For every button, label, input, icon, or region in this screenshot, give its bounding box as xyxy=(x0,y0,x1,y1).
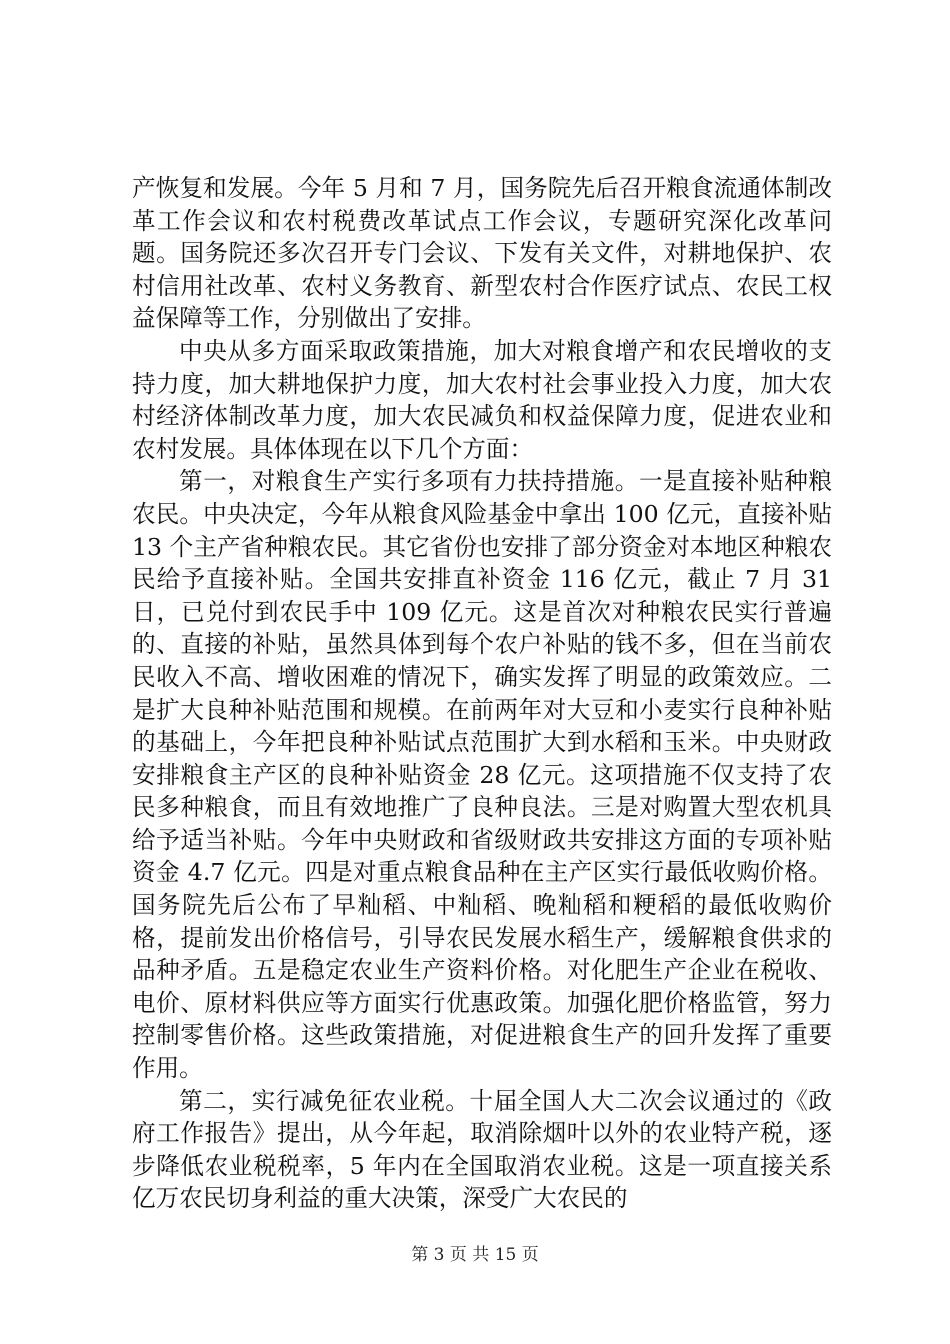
paragraph-central-policy: 中央从多方面采取政策措施，加大对粮食增产和农民增收的支持力度，加大耕地保护力度，加大农村社会事业投入力度，加大农村经济体制改革力度，加大农民减负和权益保障力度，促进农业和农村发展。具体体现在以下几个方面： xyxy=(132,336,832,463)
page-number-footer: 第 3 页 共 15 页 xyxy=(411,1245,539,1265)
paragraph-continuation: 产恢复和发展。今年 5 月和 7 月，国务院先后召开粮食流通体制改革工作会议和农村税费改革试点工作会议，专题研究深化改革问题。国务院还多次召开专门会议、下发有关文件，对耕地保护、农村信用社改革、农村义务教育、新型农村合作医疗试点、农民工权益保障等工作，分别做出了安排。 xyxy=(132,174,832,333)
document-body xyxy=(132,172,832,1215)
paragraph-grain-support: 第一，对粮食生产实行多项有力扶持措施。一是直接补贴种粮农民。中央决定，今年从粮食风险基金中拿出 100 亿元，直接补贴 13 个主产省种粮农民。其它省份也安排了部分资金对本地区种粮农民给予直接补贴。全国共安排直补资金 116 亿元，截止 7 月 31 日，已兑付到农民手中 109 亿元。这是首次对种粮农民实行普遍的、直接的补贴，虽然具体到每个农户补贴的钱不多，但在当前农民收入不高、增收困难的情况下，确实发挥了明显的政策效应。二是扩大良种补贴范围和规模。在前两年对大豆和小麦实行良种补贴的基础上，今年把良种补贴试点范围扩大到水稻和玉米。中央财政安排粮食主产区的良种补贴资金 28 亿元。这项措施不仅支持了农民多种粮食，而且有效地推广了良种良法。三是对购置大型农机具给予适当补贴。今年中央财政和省级财政共安排这方面的专项补贴资金 4.7 亿元。四是对重点粮食品种在主产区实行最低收购价格。国务院先后公布了早籼稻、中籼稻、晚籼稻和粳稻的最低收购价格，提前发出价格信号，引导农民发展水稻生产，缓解粮食供求的品种矛盾。五是稳定农业生产资料价格。对化肥生产企业在税收、电价、原材料供应等方面实行优惠政策。加强化肥价格监管，努力控制零售价格。这些政策措施，对促进粮食生产的回升发挥了重要作用。 xyxy=(132,467,832,1083)
paragraph-agricultural-tax: 第二，实行减免征农业税。十届全国人大二次会议通过的《政府工作报告》提出，从今年起，取消除烟叶以外的农业特产税，逐步降低农业税税率，5 年内在全国取消农业税。这是一项直接关系亿万农民切身利益的重大决策，深受广大农民的 xyxy=(132,1086,832,1213)
